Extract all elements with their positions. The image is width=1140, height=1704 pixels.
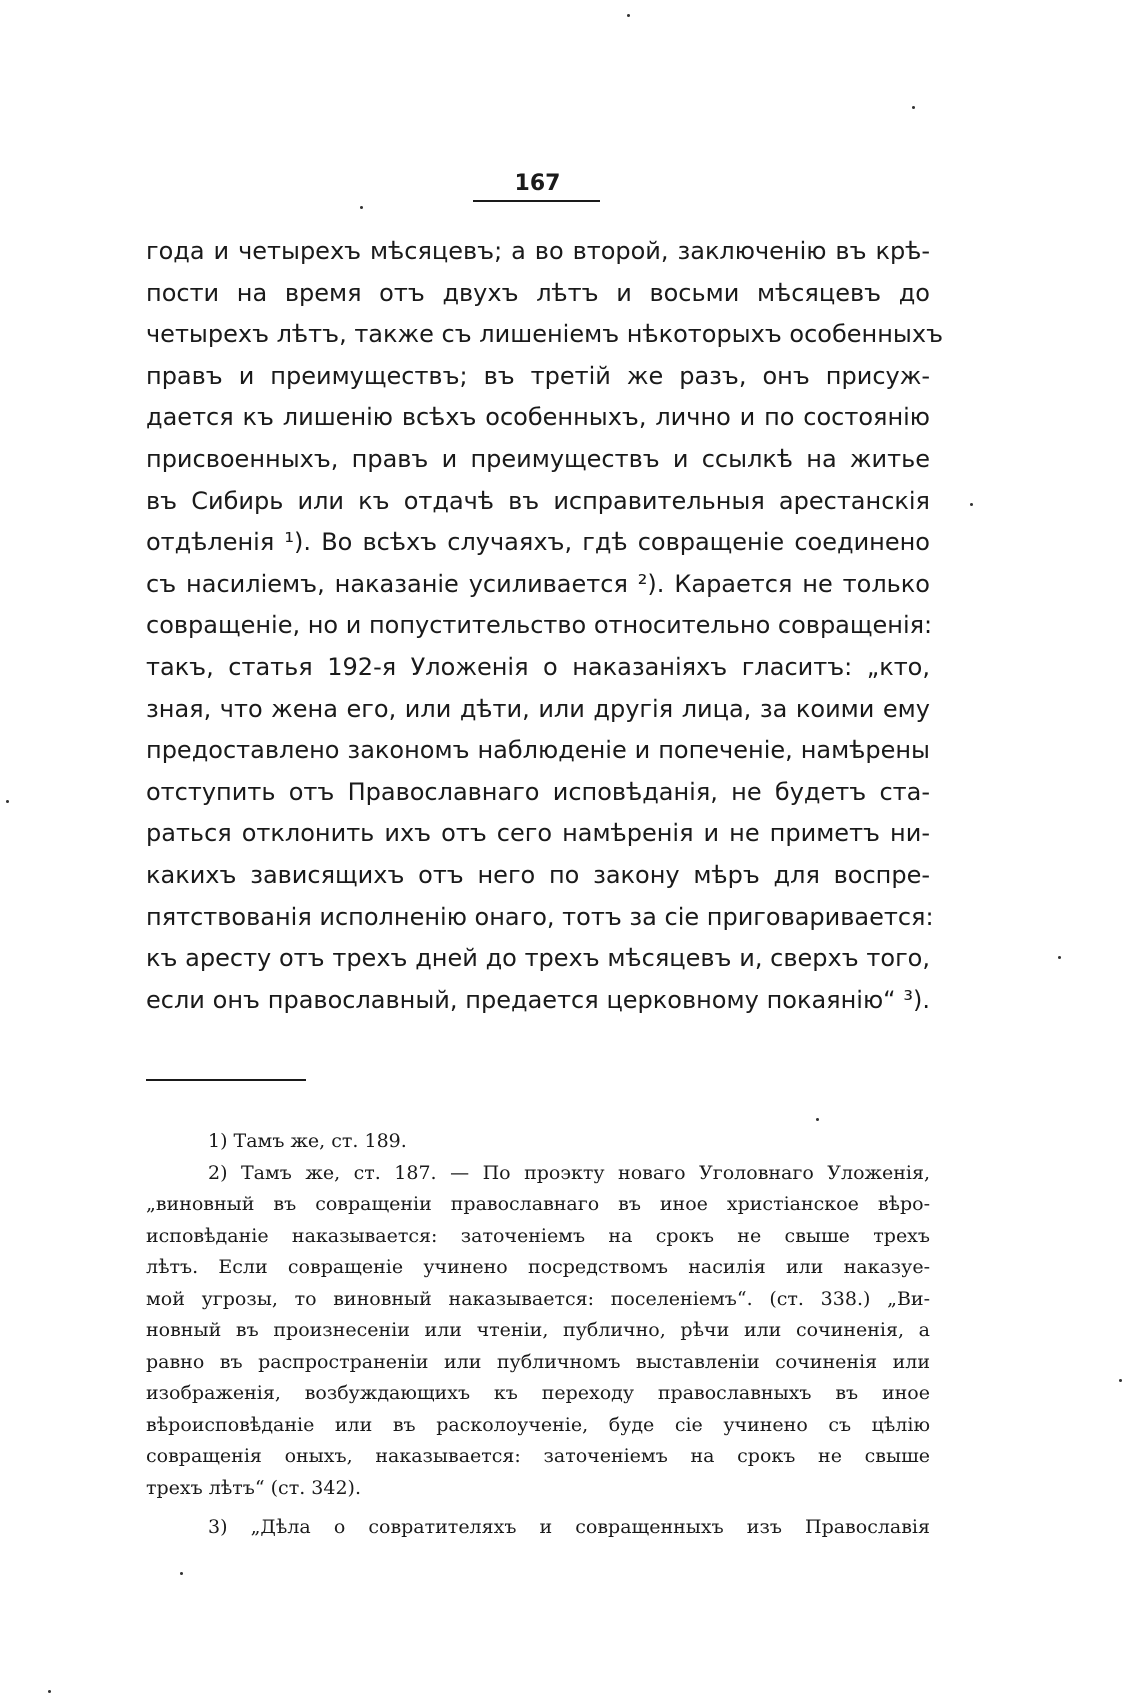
body-line: отступить отъ Православнаго исповѣданія, не будетъ ста-: [146, 777, 930, 806]
scan-speck: [627, 14, 630, 17]
footnote-3: 3) „Дѣла о совратителяхъ и совращенныхъ изъ Православія: [208, 1516, 930, 1538]
footnote-line: 2) Тамъ же, ст. 187. — По проэкту новаго Уголовнаго Уложенія,: [208, 1161, 930, 1184]
footnote-line: „виновный въ совращеніи православнаго въ иное христіанское вѣро-: [146, 1193, 930, 1215]
body-line: съ насиліемъ, наказаніе усиливается ²). Карается не только: [146, 569, 930, 598]
main-text: [146, 231, 944, 1021]
footnote-line: трехъ лѣтъ“ (ст. 342).: [146, 1476, 362, 1499]
footnote-line: вѣроисповѣданіе или въ расколоученіе, буде сіе учинено съ цѣлію: [146, 1413, 930, 1436]
scan-speck: [912, 106, 915, 109]
body-line: пости на время отъ двухъ лѣтъ и восьми мѣсяцевъ до: [146, 278, 930, 307]
body-line: совращеніе, но и попустительство относительно совращенія:: [146, 611, 933, 640]
body-line: какихъ зависящихъ отъ него по закону мѣръ для воспре-: [146, 860, 930, 889]
footnote-2: [146, 1158, 930, 1505]
footnote-line: новный въ произнесеніи или чтеніи, публично, рѣчи или сочиненія, а: [146, 1319, 930, 1341]
scan-speck: [816, 1118, 819, 1121]
body-line: года и четырехъ мѣсяцевъ; а во второй, заключенію въ крѣ-: [146, 237, 930, 265]
footnotes: [146, 1126, 930, 1544]
scan-speck: [360, 206, 363, 209]
body-line: такъ, статья 192-я Уложенія о наказаніяхъ гласитъ: „кто,: [146, 652, 930, 681]
body-line: въ Сибирь или къ отдачѣ въ исправительныя арестанскія: [146, 486, 930, 515]
scan-speck: [180, 1572, 183, 1575]
body-line: правъ и преимуществъ; въ третій же разъ, онъ присуж-: [146, 361, 930, 390]
body-line: четырехъ лѣтъ, также съ лишеніемъ нѣкоторыхъ особенныхъ: [146, 320, 944, 349]
body-line: присвоенныхъ, правъ и преимуществъ и ссылкѣ на житье: [146, 444, 930, 473]
scan-speck: [1058, 956, 1061, 959]
body-line: зная, что жена его, или дѣти, или другія лица, за коими ему: [146, 694, 930, 723]
body-line: къ аресту отъ трехъ дней до трехъ мѣсяцевъ и, сверхъ того,: [146, 944, 930, 973]
footnote-line: исповѣданіе наказывается: заточеніемъ на срокъ не свыше трехъ: [146, 1224, 930, 1247]
body-line: если онъ православный, предается церковному покаянію“ ³).: [146, 985, 930, 1014]
footnote-1: 1) Тамъ же, ст. 189.: [208, 1130, 407, 1152]
body-line: предоставлено закономъ наблюденіе и попеченіе, намѣрены: [146, 736, 930, 765]
scan-speck: [1119, 1379, 1122, 1382]
footnote-line: лѣтъ. Если совращеніе учинено посредствомъ насилія или наказуе-: [146, 1256, 930, 1278]
body-line: раться отклонить ихъ отъ сего намѣренія и не приметъ ни-: [146, 819, 930, 848]
footnote-line: изображенія, возбуждающихъ къ переходу православныхъ въ иное: [146, 1382, 930, 1404]
page-number: 167: [514, 171, 561, 196]
body-line: отдѣленія ¹). Во всѣхъ случаяхъ, гдѣ совращеніе соединено: [146, 528, 930, 557]
footnote-gap: [146, 1504, 930, 1512]
body-line: пятствованія исполненію онаго, тотъ за сіе приговаривается:: [146, 902, 934, 931]
page-number-underline: [473, 200, 600, 202]
scan-speck: [48, 1690, 51, 1693]
footnote-line: равно въ распространеніи или публичномъ выставленіи сочиненія или: [146, 1350, 930, 1373]
scan-speck: [6, 800, 9, 803]
footnote-line: мой угрозы, то виновный наказывается: поселеніемъ“. (ст. 338.) „Ви-: [146, 1287, 930, 1310]
footnote-separator: [146, 1079, 306, 1081]
footnote-line: совращенія оныхъ, наказывается: заточеніемъ на срокъ не свыше: [146, 1445, 930, 1467]
body-line: дается къ лишенію всѣхъ особенныхъ, лично и по состоянію: [146, 403, 930, 432]
scan-speck: [970, 503, 973, 506]
